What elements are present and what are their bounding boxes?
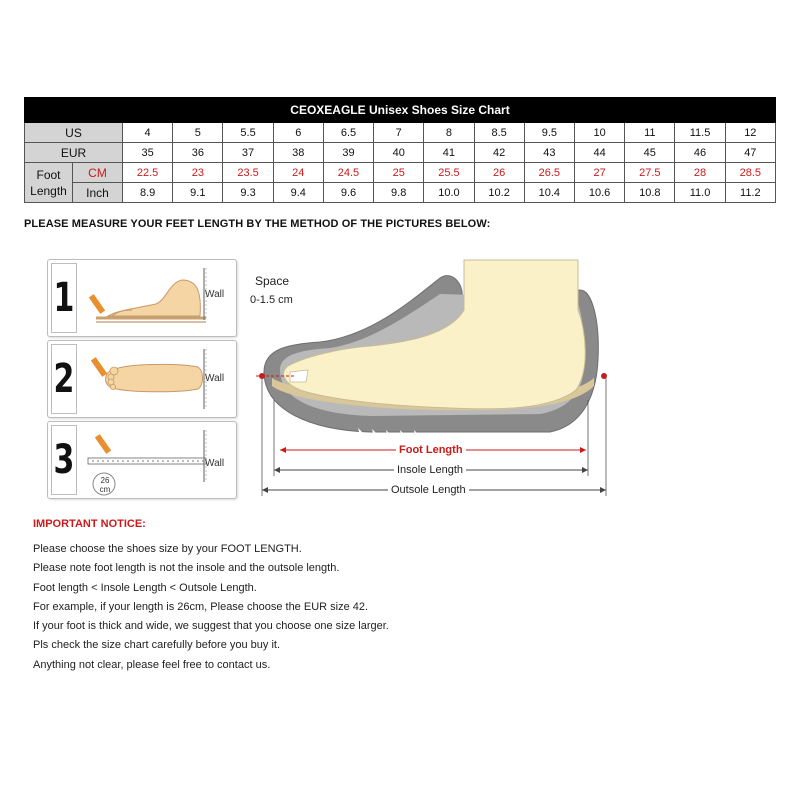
us-size-cell: 10 [574,123,624,143]
cm-length-cell: 26.5 [524,163,574,183]
step-1-number-box [51,263,77,333]
notice-line: If your foot is thick and wide, we suggest that you choose one size larger. [33,620,389,633]
cm-length-cell: 27 [574,163,624,183]
notice-line: Foot length < Insole Length < Outsole Length. [33,581,257,594]
space-range: 0-1.5 cm [250,294,293,306]
measure-heading: PLEASE MEASURE YOUR FEET LENGTH BY THE METHOD OF THE PICTURES BELOW: [24,218,491,230]
eur-size-cell: 40 [374,143,424,163]
us-size-cell: 7 [374,123,424,143]
us-size-cell: 6 [273,123,323,143]
us-size-cell: 8 [424,123,474,143]
cm-length-cell: 25 [374,163,424,183]
inch-length-cell: 9.3 [223,183,273,203]
cm-length-cell: 24 [273,163,323,183]
eur-size-cell: 43 [524,143,574,163]
cm-label: CM [73,163,123,183]
step-2-number: 2 [53,356,75,402]
us-size-cell: 6.5 [323,123,373,143]
eur-size-cell: 39 [323,143,373,163]
size-chart-table [24,97,776,203]
ruler-reading: 26 cm [99,476,111,494]
us-label: US [25,123,123,143]
eur-size-cell: 38 [273,143,323,163]
cm-length-cell: 27.5 [625,163,675,183]
eur-size-cell: 36 [173,143,223,163]
insole-length-label: Insole Length [394,464,466,476]
notice-title: IMPORTANT NOTICE: [33,518,146,530]
inch-length-cell: 9.1 [173,183,223,203]
notice-line: Please choose the shoes size by your FOOT LENGTH. [33,543,302,555]
cm-length-cell: 23 [173,163,223,183]
inch-length-cell: 10.2 [474,183,524,203]
us-size-cell: 11 [625,123,675,143]
foot-length-label: Foot Length [25,163,73,203]
step-3-box [47,421,237,499]
step-3-number-box [51,425,77,495]
notice-line: For example, if your length is 26cm, Please choose the EUR size 42. [33,600,369,613]
inch-label: Inch [73,183,123,203]
step-2-wall-label: Wall [205,373,225,384]
eur-size-cell: 46 [675,143,725,163]
inch-length-cell: 10.4 [524,183,574,203]
cm-length-cell: 24.5 [323,163,373,183]
step-3-wall-label: Wall [205,458,225,469]
size-chart-title: CEOXEAGLE Unisex Shoes Size Chart [25,98,776,123]
eur-size-cell: 45 [625,143,675,163]
inch-length-row [25,183,776,203]
notice-line: Please note foot length is not the insole and the outsole length. [33,562,340,575]
inch-length-cell: 10.6 [574,183,624,203]
step-2-number-box [51,344,77,414]
inch-length-cell: 9.4 [273,183,323,203]
step-2-box [47,340,237,418]
inch-length-cell: 10.0 [424,183,474,203]
eur-size-row [25,143,776,163]
inch-length-cell: 9.8 [374,183,424,203]
eur-size-cell: 35 [123,143,173,163]
inch-length-cell: 11.0 [675,183,725,203]
space-label: Space [255,274,290,288]
inch-length-cell: 10.8 [625,183,675,203]
notice-line: Anything not clear, please feel free to contact us. [33,658,271,671]
foot-length-diagram-label: Foot Length [396,444,466,456]
cm-length-row [25,163,776,183]
shoe-illustration [250,250,620,500]
us-size-cell: 4 [123,123,173,143]
inch-length-cell: 9.6 [323,183,373,203]
notice-line: Pls check the size chart carefully before you buy it. [33,639,281,652]
step-1-box [47,259,237,337]
eur-size-cell: 37 [223,143,273,163]
step-1-number: 1 [53,275,75,321]
eur-size-cell: 47 [725,143,775,163]
eur-label: EUR [25,143,123,163]
size-chart-title-row [25,98,776,123]
us-size-cell: 11.5 [675,123,725,143]
cm-length-cell: 28 [675,163,725,183]
us-size-cell: 12 [725,123,775,143]
cm-length-cell: 26 [474,163,524,183]
eur-size-cell: 41 [424,143,474,163]
eur-size-cell: 42 [474,143,524,163]
notice-list [33,540,389,675]
us-size-cell: 8.5 [474,123,524,143]
shoe-diagram [250,250,620,505]
us-size-cell: 5 [173,123,223,143]
inch-length-cell: 11.2 [725,183,775,203]
us-size-cell: 5.5 [223,123,273,143]
us-size-row [25,123,776,143]
outsole-length-label: Outsole Length [388,484,469,496]
cm-length-cell: 22.5 [123,163,173,183]
us-size-cell: 9.5 [524,123,574,143]
eur-size-cell: 44 [574,143,624,163]
cm-length-cell: 28.5 [725,163,775,183]
step-3-number: 3 [53,437,75,483]
cm-length-cell: 25.5 [424,163,474,183]
step-1-wall-label: Wall [205,289,225,300]
cm-length-cell: 23.5 [223,163,273,183]
inch-length-cell: 8.9 [123,183,173,203]
